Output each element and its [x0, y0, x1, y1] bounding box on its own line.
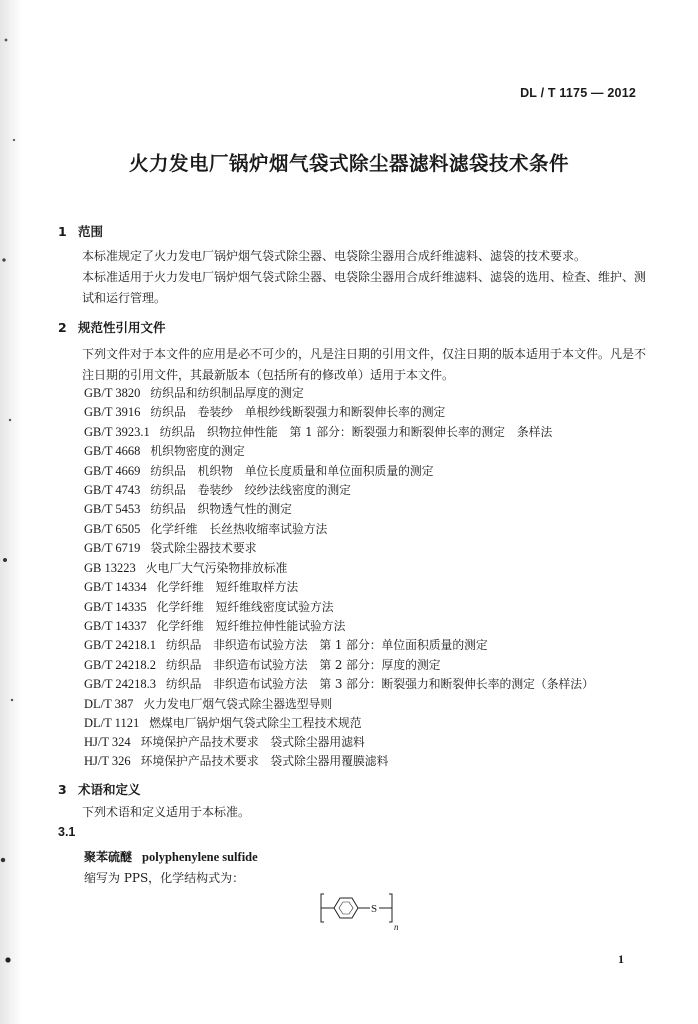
reference-code: GB/T 14334 [84, 580, 147, 594]
reference-code: GB/T 14337 [84, 619, 147, 633]
reference-title: 纺织品和纺织制品厚度的测定 [150, 386, 304, 400]
reference-title: 纺织品 卷装纱 单根纱线断裂强力和断裂伸长率的测定 [150, 405, 446, 419]
term-number: 3.1 [58, 825, 76, 839]
document-title: 火力发电厂锅炉烟气袋式除尘器滤料滤袋技术条件 [128, 152, 569, 175]
paragraph: 本标准适用于火力发电厂锅炉烟气袋式除尘器、电袋除尘器用合成纤维滤料、滤袋的选用、检查、维护、测试和运行管理。 [82, 270, 647, 305]
reference-item [84, 539, 257, 556]
sulfur-atom: S [371, 903, 378, 915]
reference-title: 纺织品 卷装纱 绞纱法线密度的测定 [150, 483, 351, 497]
reference-title: 纺织品 非织造布试验方法 第 1 部分：单位面积质量的测定 [166, 638, 488, 652]
reference-code: DL/T 387 [84, 697, 134, 711]
reference-item [84, 481, 351, 498]
reference-code: HJ/T 324 [84, 735, 131, 749]
reference-code: GB 13223 [84, 561, 136, 575]
reference-code: GB/T 3923.1 [84, 425, 150, 439]
reference-item [84, 675, 594, 692]
reference-code: GB/T 24218.1 [84, 638, 156, 652]
reference-item [84, 752, 388, 769]
reference-code: GB/T 3916 [84, 405, 141, 419]
term-english: polyphenylene sulfide [142, 850, 258, 864]
reference-title: 纺织品 织物透气性的测定 [150, 502, 292, 516]
section-title: 范围 [78, 224, 104, 239]
reference-item [84, 423, 552, 440]
section-number: 3 [58, 782, 67, 797]
reference-item [84, 500, 292, 517]
reference-title: 纺织品 非织造布试验方法 第 2 部分：厚度的测定 [166, 658, 441, 672]
reference-code: GB/T 5453 [84, 502, 141, 516]
reference-code: GB/T 3820 [84, 386, 141, 400]
section-2-heading [58, 318, 166, 336]
pps-structure-formula [318, 888, 408, 938]
reference-item [84, 578, 298, 595]
term-entry [84, 848, 258, 865]
page-number: 1 [618, 952, 624, 966]
reference-title: 化学纤维 短纤维线密度试验方法 [156, 600, 334, 614]
benzene-ring [334, 898, 358, 918]
reference-title: 袋式除尘器技术要求 [150, 541, 257, 555]
reference-item [84, 636, 488, 653]
reference-title: 纺织品 机织物 单位长度质量和单位面积质量的测定 [150, 464, 434, 478]
reference-code: GB/T 14335 [84, 600, 147, 614]
reference-title: 纺织品 织物拉伸性能 第 1 部分：断裂强力和断裂伸长率的测定 条样法 [159, 425, 553, 439]
section-title: 术语和定义 [78, 782, 141, 797]
reference-item [84, 714, 362, 731]
reference-title: 火力发电厂烟气袋式除尘器选型导则 [143, 697, 333, 711]
section-3-intro [58, 802, 648, 823]
reference-code: GB/T 4668 [84, 444, 141, 458]
reference-title: 化学纤维 短纤维取样方法 [156, 580, 299, 594]
reference-code: GB/T 6505 [84, 522, 141, 536]
section-number: 2 [58, 320, 67, 335]
reference-title: 火电厂大气污染物排放标准 [145, 561, 288, 575]
reference-item [84, 462, 434, 479]
abbreviation-line: 缩写为 PPS，化学结构式为： [84, 871, 245, 885]
paragraph: 下列文件对于本文件的应用是必不可少的，凡是注日期的引用文件，仅注日期的版本适用于本文件。凡是不注日期的引用文件，其最新版本（包括所有的修改单）适用于本文件。 [82, 347, 647, 382]
reference-title: 环境保护产品技术要求 袋式除尘器用覆膜滤料 [140, 754, 389, 768]
reference-item [84, 656, 441, 673]
reference-item [84, 695, 332, 712]
reference-code: GB/T 4743 [84, 483, 141, 497]
reference-item [84, 384, 304, 401]
reference-title: 环境保护产品技术要求 袋式除尘器用滤料 [140, 735, 365, 749]
reference-title: 机织物密度的测定 [150, 444, 245, 458]
section-2-intro [58, 344, 648, 386]
reference-code: GB/T 6719 [84, 541, 141, 555]
section-number: 1 [58, 224, 67, 239]
reference-title: 化学纤维 长丝热收缩率试验方法 [150, 522, 328, 536]
repeat-subscript: n [394, 922, 399, 932]
reference-title: 化学纤维 短纤维拉伸性能试验方法 [156, 619, 346, 633]
reference-code: HJ/T 326 [84, 754, 131, 768]
reference-code: GB/T 24218.2 [84, 658, 156, 672]
reference-code: GB/T 4669 [84, 464, 141, 478]
reference-title: 纺织品 非织造布试验方法 第 3 部分：断裂强力和断裂伸长率的测定（条样法） [166, 677, 594, 691]
term-chinese: 聚苯硫醚 [84, 850, 133, 864]
reference-item [84, 617, 345, 634]
reference-title: 燃煤电厂锅炉烟气袋式除尘工程技术规范 [149, 716, 362, 730]
benzene-inner-ring [339, 902, 353, 914]
reference-item [84, 442, 245, 459]
section-1-heading [58, 222, 103, 240]
reference-item [84, 520, 327, 537]
paragraph: 本标准规定了火力发电厂锅炉烟气袋式除尘器、电袋除尘器用合成纤维滤料、滤袋的技术要求。 [82, 249, 587, 263]
reference-code: DL/T 1121 [84, 716, 140, 730]
section-title: 规范性引用文件 [78, 320, 166, 335]
reference-code: GB/T 24218.3 [84, 677, 156, 691]
paragraph: 下列术语和定义适用于本标准。 [82, 805, 251, 819]
section-1-body [58, 246, 648, 309]
section-3-heading [58, 780, 141, 798]
reference-item [84, 403, 445, 420]
reference-item [84, 733, 365, 750]
reference-item [84, 598, 334, 615]
standard-number: DL / T 1175 — 2012 [520, 86, 636, 100]
reference-item [84, 559, 287, 576]
